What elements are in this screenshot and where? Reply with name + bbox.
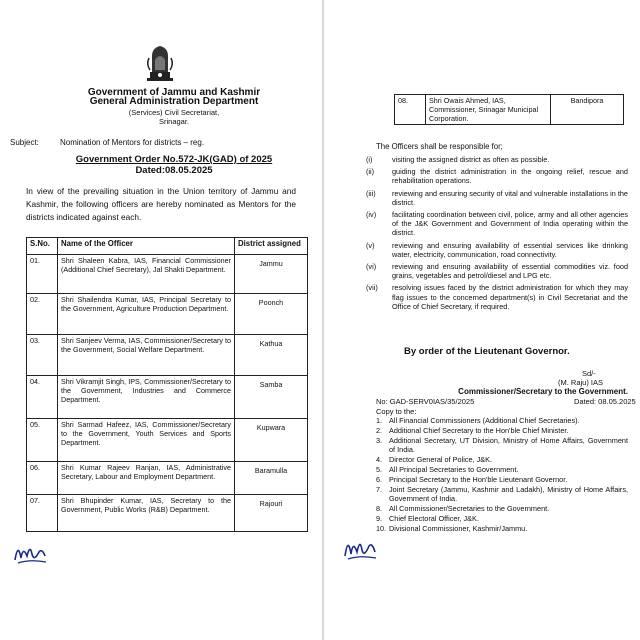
table-row (395, 95, 624, 125)
row-sno: 06. (27, 462, 58, 495)
list-item: 1. All Financial Commissioners (Additional Chief Secretaries). (376, 416, 580, 425)
department-title: General Administration Department (89, 96, 259, 107)
department-location: Srinagar. (158, 117, 190, 126)
header-district: District assigned (235, 238, 308, 255)
handwritten-initials-icon (12, 538, 52, 568)
row-district: Kupwara (256, 423, 286, 432)
row-officer: Shri Owais Ahmed, IAS, Commissioner, Srinagar Municipal Corporation. (426, 95, 551, 125)
list-item: 2. Additional Chief Secretary to the Hon'ble Chief Minister. (376, 425, 569, 435)
row-officer: Shri Sanjeev Verma, IAS, Commissioner/Secretary to the Government, Social Welfare Department. (58, 335, 235, 376)
table-row (27, 294, 308, 335)
reference-date: Dated: 08.05.2025 (574, 397, 636, 406)
govt-title: Government of Jammu and Kashmir (87, 87, 261, 98)
list-item: 9. Chief Electoral Officer, J&K. (376, 513, 479, 523)
row-sno: 08. (395, 95, 426, 125)
row-district: Bandipora (551, 95, 624, 125)
list-item: (iv) facilitating coordination between civil, police, army and all other agencies of the J&K Government and Government of India operating within the district. (366, 210, 628, 238)
table-header-row (27, 238, 308, 255)
officers-table (26, 237, 308, 532)
row-officer: Shri Vikramjit Singh, IPS, Commissioner/Secretary to the Government, Industries and Commerce Department. (58, 376, 235, 419)
header-officer: Name of the Officer (58, 238, 235, 255)
list-item: (vii) resolving issues faced by the district administration for which they may flag issues to the concerned department(s) in Civil Secretariat and the Office of Chief Secretary, if required. (366, 283, 628, 311)
list-item: (v) reviewing and ensuring availability of essential services like drinking water, electricity, communication, road connectivity. (366, 240, 628, 259)
order-intro: In view of the prevailing situation in the Union territory of Jammu and Kashmir, the following officers are hereby nominated as Mentors for the districts indicated against each. (26, 186, 296, 222)
row-officer: Shri Sarmad Hafeez, IAS, Commissioner/Secretary to the Government, Youth Services and Sports Department. (58, 419, 235, 462)
handwritten-initials-icon (342, 532, 382, 564)
list-item: 4. Director General of Police, J&K. (376, 454, 493, 464)
national-emblem-icon (144, 42, 176, 84)
subject-text: Nomination of Mentors for districts – reg. (60, 138, 205, 147)
page-two (328, 0, 640, 640)
signed-mark: Sd/- (582, 369, 596, 378)
list-item: (iii) reviewing and ensuring security of vital and vulnerable installations in the district. (366, 188, 628, 207)
row-officer: Shri Kumar Rajeev Ranjan, IAS, Administrative Secretary, Labour and Employment Department. (58, 462, 235, 495)
by-order-line: By order of the Lieutenant Governor. (404, 346, 570, 357)
header-sno: S.No. (27, 238, 58, 255)
row-district: Baramulla (254, 466, 288, 475)
copy-to-label: Copy to the: (376, 407, 417, 416)
table-row (27, 335, 308, 376)
table-row (27, 255, 308, 294)
row-sno: 05. (27, 419, 58, 462)
responsibilities-list (366, 155, 628, 314)
list-item: 8. All Commissioner/Secretaries to the Government. (376, 503, 550, 513)
row-district: Kathua (259, 339, 283, 348)
list-item: 3. Additional Secretary, UT Division, Ministry of Home Affairs, Government of India. (376, 435, 628, 455)
page-one (4, 0, 324, 640)
order-title: Government Order No.572-JK(GAD) of 2025 (75, 154, 273, 165)
table-row (27, 495, 308, 532)
table-row (27, 376, 308, 419)
table-row (27, 462, 308, 495)
officers-table-continued (394, 94, 624, 125)
subject-line (10, 138, 204, 147)
row-officer: Shri Shailendra Kumar, IAS, Principal Secretary to the Government, Agriculture Production Department. (58, 294, 235, 335)
row-sno: 02. (27, 294, 58, 335)
signatory-designation: Commissioner/Secretary to the Government. (458, 387, 628, 396)
row-district: Samba (259, 380, 283, 389)
list-item: 5. All Principal Secretaries to Government. (376, 464, 519, 474)
row-district: Jammu (259, 259, 283, 268)
list-item: 7. Joint Secretary (Jammu, Kashmir and Ladakh), Ministry of Home Affairs, Government of India. (376, 484, 628, 503)
row-officer: Shri Bhupinder Kumar, IAS, Secretary to the Government, Public Works (R&B) Department. (58, 495, 235, 532)
department-wing: (Services) Civil Secretariat, (128, 108, 220, 117)
list-item: (vi) reviewing and ensuring availability of essential commodities viz. food grains, vegetables and petrol/diesel and LPG etc. (366, 262, 628, 281)
row-sno: 07. (27, 495, 58, 532)
list-item: 10. Divisional Commissioner, Kashmir/Jammu. (376, 523, 528, 533)
signatory-name: (M. Raju) IAS (558, 378, 604, 387)
row-sno: 04. (27, 376, 58, 419)
list-item: (i) visiting the assigned district as often as possible. (366, 155, 550, 164)
row-district: Rajouri (259, 499, 283, 508)
row-sno: 01. (27, 255, 58, 294)
list-item: (ii) guiding the district administration in the ongoing relief, rescue and rehabilitation operations. (366, 167, 628, 186)
responsibilities-intro: The Officers shall be responsible for; (376, 142, 503, 151)
row-officer: Shri Shaleen Kabra, IAS, Financial Commissioner (Additional Chief Secretary), Jal Shakti Department. (58, 255, 235, 294)
table-row (27, 419, 308, 462)
order-date: Dated:08.05.2025 (135, 165, 213, 176)
copy-to-list (376, 416, 628, 534)
list-item: 6. Principal Secretary to the Hon'ble Lieutenant Governor. (376, 474, 568, 484)
row-sno: 03. (27, 335, 58, 376)
row-district: Poonch (258, 298, 284, 307)
reference-number: No: GAD-SERV0IAS/35/2025 (376, 397, 475, 406)
subject-label: Subject: (10, 138, 39, 147)
